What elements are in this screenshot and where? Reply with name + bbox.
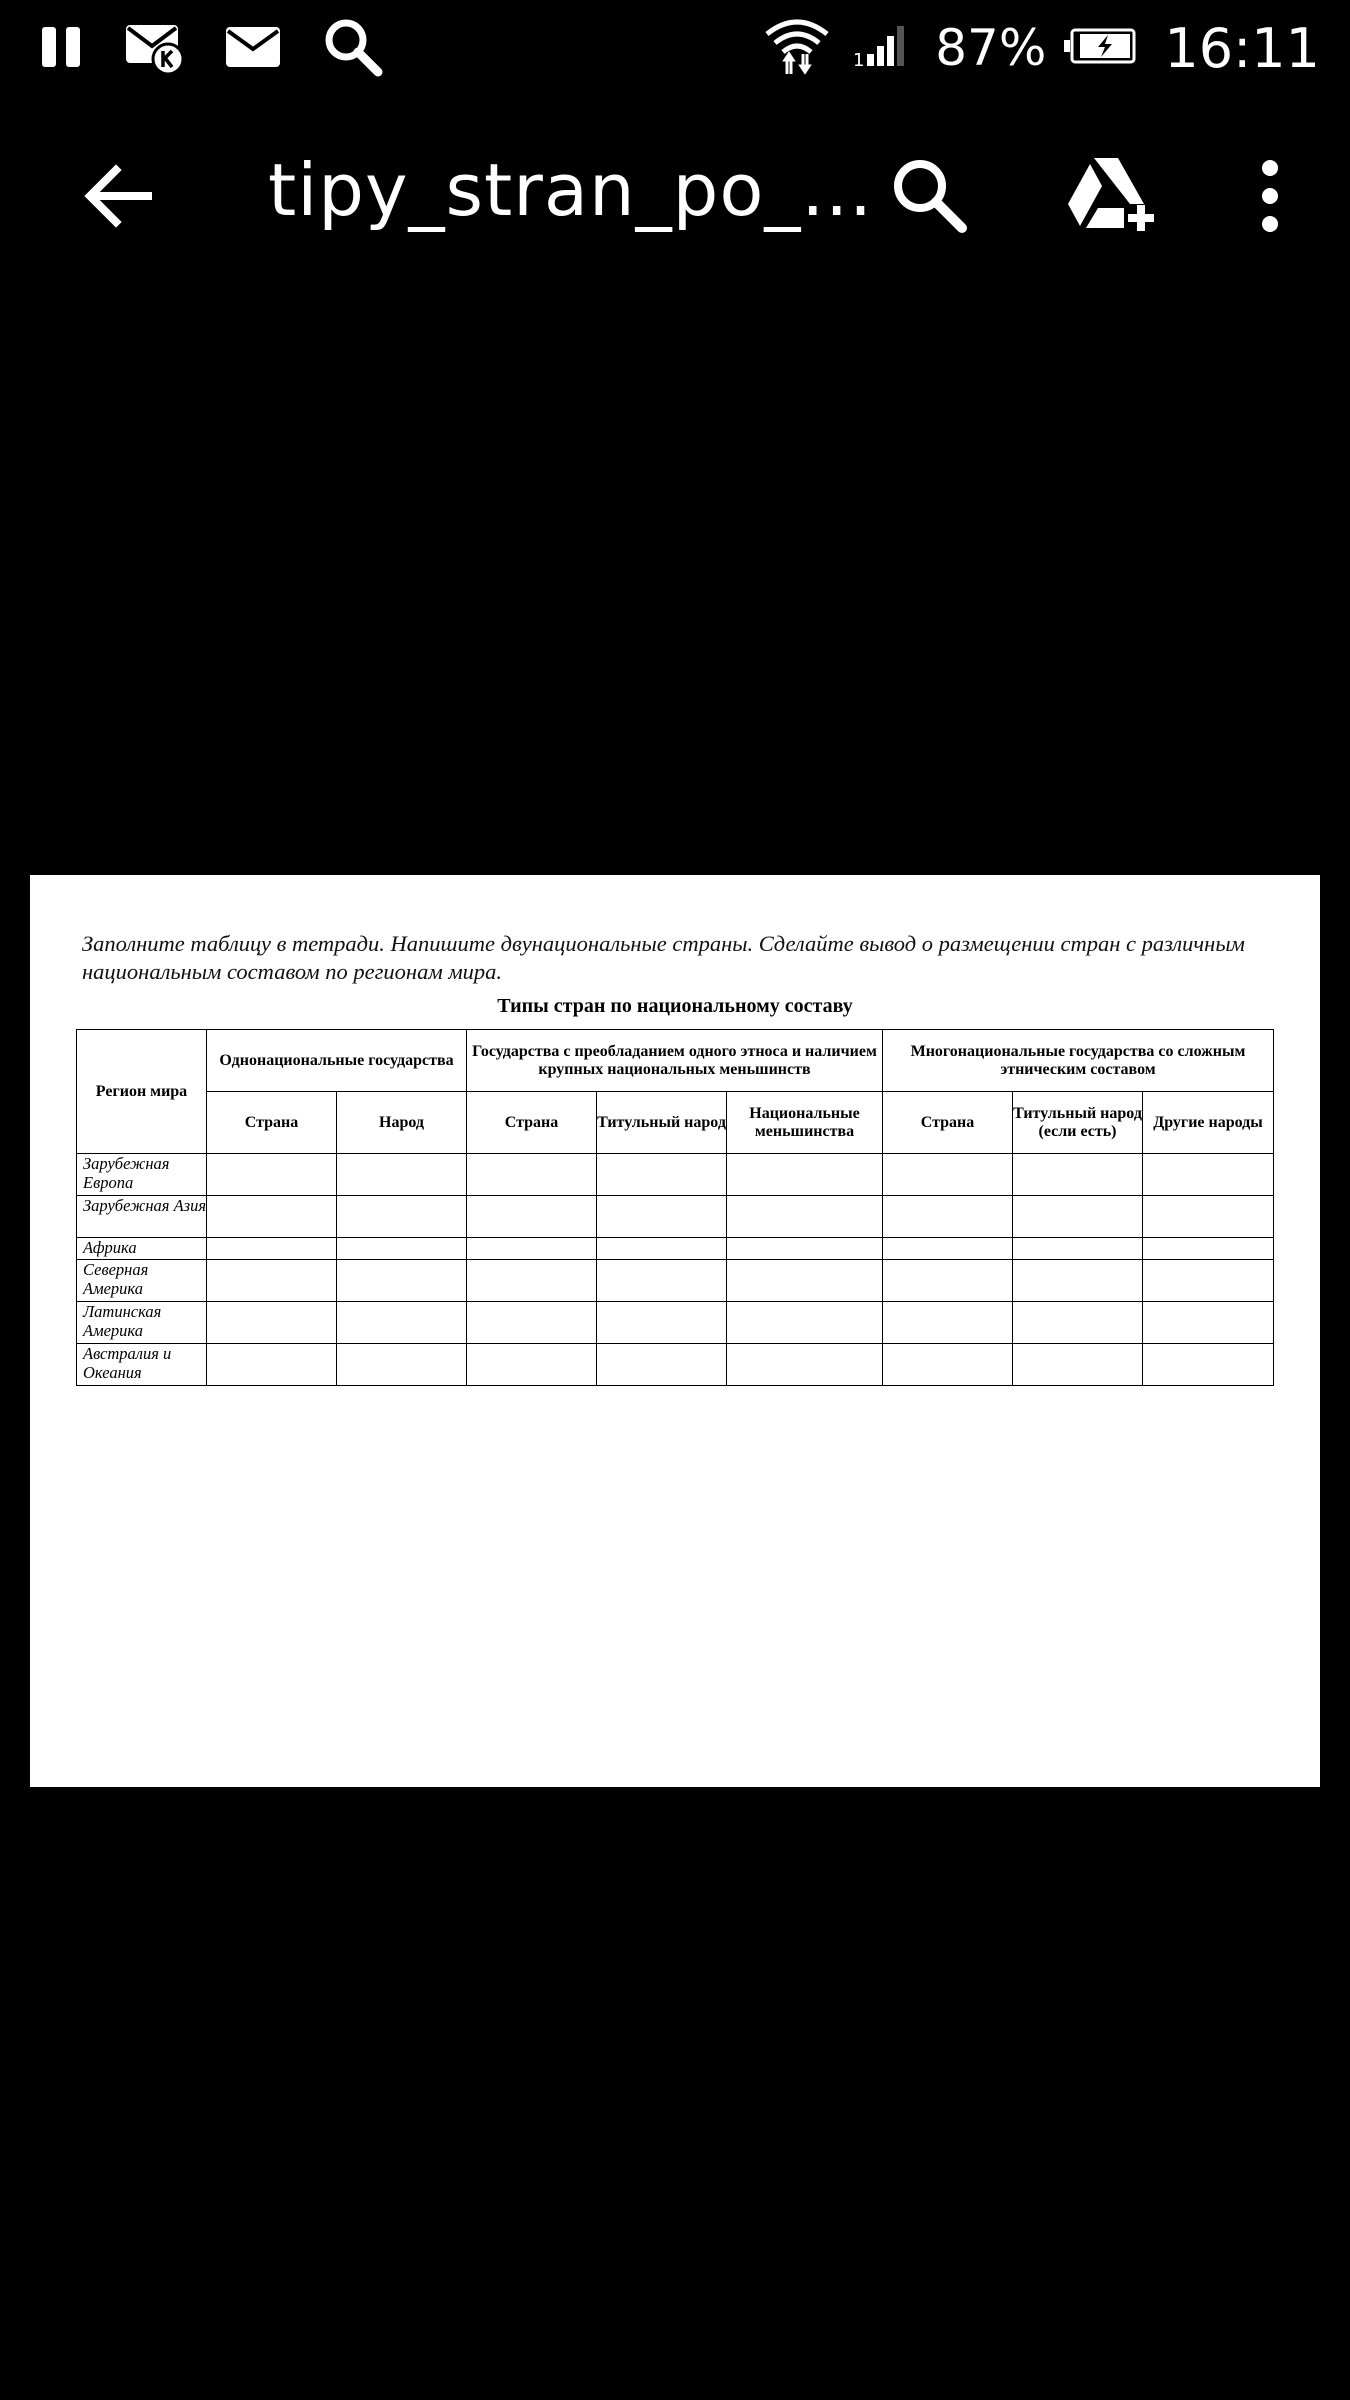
app-bar bbox=[0, 96, 1350, 296]
back-button[interactable] bbox=[80, 156, 160, 236]
mail-k-icon bbox=[124, 19, 184, 79]
subheader: Титульный народ bbox=[597, 1092, 727, 1154]
region-cell: Австралия и Океания bbox=[77, 1344, 207, 1386]
document-page[interactable] bbox=[30, 875, 1320, 1787]
region-cell: Северная Америка bbox=[77, 1260, 207, 1302]
pause-icon bbox=[40, 23, 84, 75]
battery-charging-icon bbox=[1064, 26, 1138, 70]
instruction-text: Заполните таблицу в тетради. Напишите двунациональные страны. Сделайте вывод о размещении стран с различным национальным составом по регионам мира. bbox=[82, 931, 1245, 984]
document-title: tipy_stran_po_... bbox=[268, 148, 874, 232]
region-cell: Африка bbox=[77, 1238, 207, 1260]
subheader: Страна bbox=[207, 1092, 337, 1154]
search-button[interactable] bbox=[888, 154, 972, 238]
region-header: Регион мира bbox=[77, 1030, 207, 1154]
more-vert-icon bbox=[1240, 154, 1300, 238]
group-header: Многонациональные государства со сложным этническим составом bbox=[883, 1030, 1274, 1092]
clock: 16:11 bbox=[1164, 16, 1320, 80]
group-header: Государства с преобладанием одного этноса и наличием крупных национальных меньшинств bbox=[467, 1030, 883, 1092]
svg-text:1: 1 bbox=[853, 50, 865, 70]
subheader: Народ bbox=[337, 1092, 467, 1154]
table-row bbox=[77, 1302, 1274, 1344]
region-cell: Зарубежная Европа bbox=[77, 1154, 207, 1196]
back-arrow-icon bbox=[80, 156, 160, 236]
search-icon bbox=[322, 16, 384, 82]
subheader: Национальные меньшинства bbox=[727, 1092, 883, 1154]
status-bar bbox=[0, 0, 1350, 96]
region-cell: Латинская Америка bbox=[77, 1302, 207, 1344]
mail-icon bbox=[224, 23, 282, 75]
subheader: Страна bbox=[467, 1092, 597, 1154]
wifi-icon bbox=[761, 14, 833, 82]
subheader: Титульный народ (если есть) bbox=[1013, 1092, 1143, 1154]
battery-percent: 87% bbox=[935, 19, 1047, 77]
group-header: Однонациональные государства bbox=[207, 1030, 467, 1092]
table-row bbox=[77, 1260, 1274, 1302]
drive-add-icon bbox=[1066, 154, 1156, 238]
table-title: Типы стран по национальному составу bbox=[497, 995, 853, 1017]
add-to-drive-button[interactable] bbox=[1066, 154, 1156, 238]
table-row bbox=[77, 1154, 1274, 1196]
subheader: Другие народы bbox=[1143, 1092, 1274, 1154]
signal-icon bbox=[853, 22, 909, 74]
search-icon bbox=[888, 154, 972, 238]
table-row bbox=[77, 1344, 1274, 1386]
table-row bbox=[77, 1196, 1274, 1238]
more-options-button[interactable] bbox=[1240, 154, 1300, 238]
region-cell: Зарубежная Азия bbox=[77, 1196, 207, 1238]
subheader: Страна bbox=[883, 1092, 1013, 1154]
nationality-table bbox=[76, 1029, 1274, 1386]
table-row bbox=[77, 1238, 1274, 1260]
